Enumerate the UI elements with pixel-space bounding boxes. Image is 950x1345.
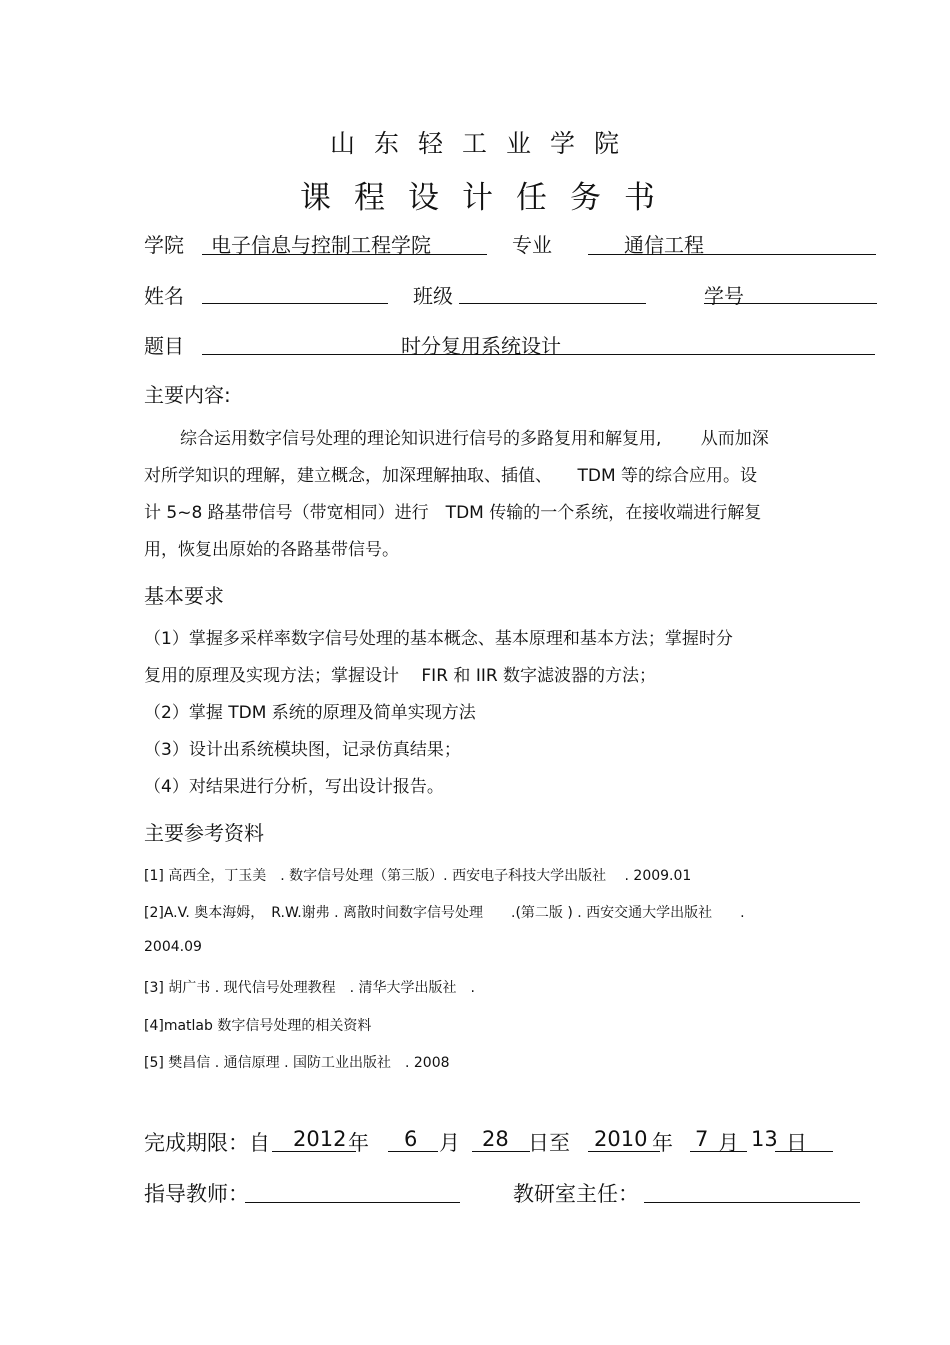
content-line: 综合运用数字信号处理的理论知识进行信号的多路复用和解复用, 从而加深 [180,429,769,449]
reference-item: 2004.09 [144,939,202,955]
content-line: 对所学知识的理解，建立概念，加深理解抽取、插值、 TDM 等的综合应用。设 [144,466,758,486]
content-line: 计 5~8 路基带信号（带宽相同）进行 TDM 传输的一个系统，在接收端进行解复 [144,503,762,523]
college-label: 学院 [144,233,184,257]
deadline-label: 完成期限：自 [144,1131,270,1155]
major-value: 通信工程 [624,233,704,257]
start-year-underline [272,1151,356,1152]
name-label: 姓名 [144,284,184,308]
class-label: 班级 [413,284,453,308]
requirement-line: （2）掌握 TDM 系统的原理及简单实现方法 [144,703,476,723]
reference-item: [4]matlab 数字信号处理的相关资料 [144,1018,372,1034]
major-label: 专业 [512,233,552,257]
major-underline [588,254,876,255]
requirement-line: （3）设计出系统模块图，记录仿真结果； [144,740,461,760]
content-line: 用，恢复出原始的各路基带信号。 [144,540,399,560]
topic-value: 时分复用系统设计 [401,334,561,358]
start-month-unit: 月 [439,1131,460,1155]
college-underline [202,254,487,255]
reference-item: [3] 胡广书 . 现代信号处理教程 . 清华大学出版社 . [144,980,475,996]
start-day: 28 [482,1127,509,1151]
student-id-label: 学号 [704,284,744,308]
end-year-underline [588,1151,660,1152]
reference-item: [1] 高西全，丁玉美 . 数字信号处理（第三版）. 西安电子科技大学出版社 . 2009.01 [144,868,692,884]
reference-item: [5] 樊昌信 . 通信原理 . 国防工业出版社 . 2008 [144,1055,450,1071]
end-year: 2010 [594,1127,648,1151]
student-id-underline [704,303,877,304]
start-month: 6 [404,1127,418,1151]
advisor-signature-line [245,1202,460,1203]
name-underline [202,303,388,304]
advisor-label: 指导教师： [144,1182,249,1206]
requirement-line: 复用的原理及实现方法；掌握设计 FIR 和 IIR 数字滤波器的方法； [144,666,657,686]
requirement-line: （4）对结果进行分析，写出设计报告。 [144,777,444,797]
document-title: 课程设计任务书 [300,180,678,216]
end-month-unit: 月 [718,1131,739,1155]
requirement-line: （1）掌握多采样率数字信号处理的基本概念、基本原理和基本方法；掌握时分 [144,629,733,649]
class-underline [459,303,646,304]
start-month-underline [388,1151,438,1152]
director-signature-line [644,1202,860,1203]
day-to: 日至 [528,1131,570,1155]
director-label: 教研室主任： [513,1182,639,1206]
end-month: 7 [695,1127,709,1151]
school-name: 山东轻工业学院 [330,129,639,158]
start-year-unit: 年 [348,1131,369,1155]
references-heading: 主要参考资料 [144,821,264,845]
college-value: 电子信息与控制工程学院 [211,233,431,257]
requirements-heading: 基本要求 [144,584,224,608]
end-year-unit: 年 [652,1131,673,1155]
start-year: 2012 [293,1127,347,1151]
content-heading: 主要内容: [144,383,231,407]
end-day-unit: 日 [786,1131,807,1155]
start-day-underline [472,1151,530,1152]
reference-item: [2]A.V. 奥本海姆， R.W.谢弗 . 离散时间数字信号处理 .(第二版 ) . 西安交通大学出版社 . [144,905,745,921]
end-day: 13 [751,1127,778,1151]
topic-underline [202,354,875,355]
topic-label: 题目 [144,334,184,358]
